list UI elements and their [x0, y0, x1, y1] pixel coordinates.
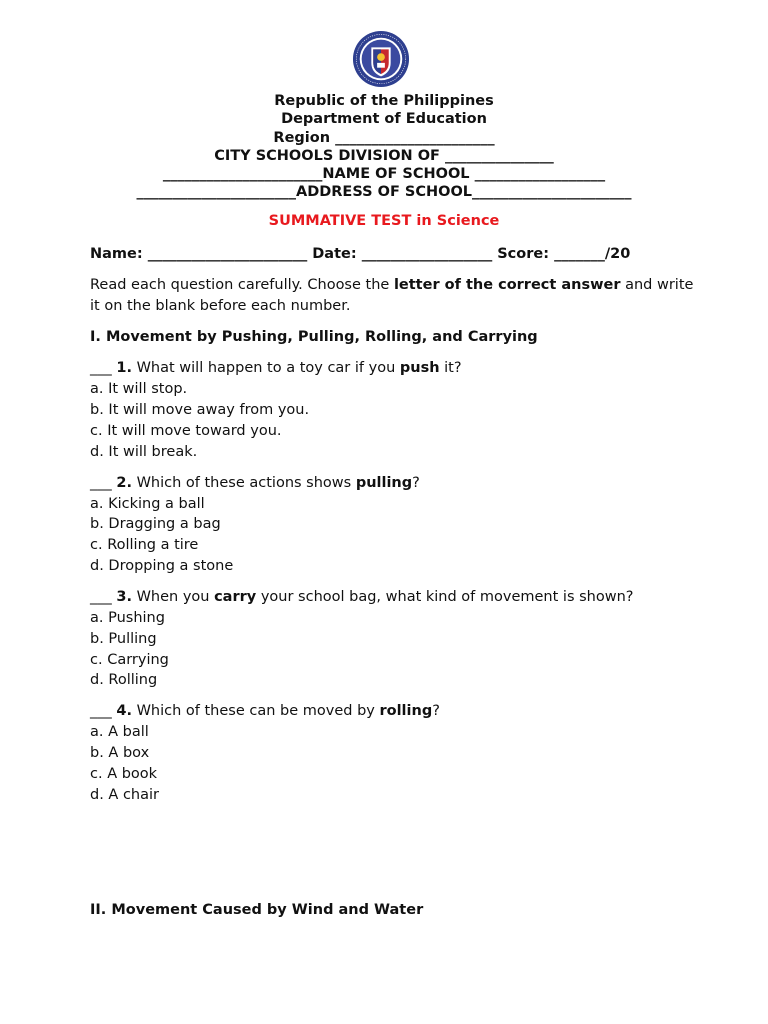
question-item — [90, 587, 700, 691]
document-header — [60, 92, 708, 202]
answer-choice: d. Rolling — [90, 672, 158, 689]
question-bold: push — [399, 360, 440, 377]
answer-choice: d. Dropping a stone — [90, 557, 234, 574]
question-pre: What will happen to a toy car if you — [131, 360, 400, 377]
header-school-name: ______________________NAME OF SCHOOL __________________ — [162, 166, 606, 183]
header-school-address: ______________________ADDRESS OF SCHOOL______________________ — [136, 184, 632, 201]
question-bold: pulling — [355, 474, 413, 491]
instructions-emphasis: letter of the correct answer — [393, 277, 621, 294]
question-blank: ___ — [90, 474, 117, 491]
student-info-line: Name: ______________________ Date: __________________ Score: _______/20 — [90, 246, 631, 262]
question-item — [90, 701, 700, 805]
answer-choice: c. Rolling a tire — [90, 537, 199, 554]
answer-choice: a. It will stop. — [90, 381, 188, 398]
question-post: ? — [432, 703, 440, 720]
deped-seal-icon — [352, 30, 410, 88]
answer-choice: b. Pulling — [90, 630, 157, 647]
instructions — [90, 275, 700, 317]
question-item — [90, 473, 700, 577]
answer-choice: b. A box — [90, 745, 150, 762]
question-pre: Which of these can be moved by — [131, 703, 380, 720]
answer-choice: c. A book — [90, 765, 158, 782]
answer-choice: a. A ball — [90, 724, 149, 741]
header-region: Region ______________________ — [273, 129, 495, 146]
question-blank: ___ — [90, 703, 117, 720]
question-stem — [90, 701, 700, 722]
section-1-heading: I. Movement by Pushing, Pulling, Rolling, and Carrying — [90, 329, 538, 346]
question-pre: Which of these actions shows — [131, 474, 356, 491]
question-post: it? — [439, 360, 462, 377]
question-num: 1. — [116, 360, 132, 377]
question-stem — [90, 358, 700, 379]
answer-choice: b. It will move away from you. — [90, 401, 310, 418]
answer-choice: c. It will move toward you. — [90, 422, 282, 439]
section-2-heading: II. Movement Caused by Wind and Water — [90, 902, 424, 918]
instructions-text-end: and write it on the blank before each number. — [90, 277, 694, 314]
question-num: 3. — [116, 589, 132, 606]
question-bold: rolling — [379, 703, 433, 720]
header-division: CITY SCHOOLS DIVISION OF _______________ — [214, 147, 554, 164]
question-stem — [90, 473, 700, 494]
question-blank: ___ — [90, 589, 117, 606]
question-post: ? — [412, 474, 420, 491]
question-post: your school bag, what kind of movement is shown? — [256, 589, 634, 606]
header-department: Department of Education — [281, 111, 487, 128]
question-stem — [90, 587, 700, 608]
question-list — [90, 358, 700, 805]
answer-choice: d. A chair — [90, 786, 159, 803]
question-num: 4. — [116, 703, 132, 720]
test-title: SUMMATIVE TEST in Science — [268, 213, 500, 229]
test-body — [90, 244, 700, 816]
question-pre: When you — [131, 589, 215, 606]
header-republic: Republic of the Philippines — [274, 93, 494, 109]
question-item — [90, 358, 700, 462]
question-num: 2. — [116, 474, 132, 491]
instructions-text: Read each question carefully. Choose the — [90, 277, 394, 294]
answer-choice: c. Carrying — [90, 651, 169, 668]
question-blank: ___ — [90, 360, 117, 377]
question-bold: carry — [214, 589, 257, 606]
answer-choice: a. Pushing — [90, 609, 165, 626]
answer-choice: a. Kicking a ball — [90, 495, 205, 512]
answer-choice: d. It will break. — [90, 443, 198, 460]
answer-choice: b. Dragging a bag — [90, 516, 221, 533]
